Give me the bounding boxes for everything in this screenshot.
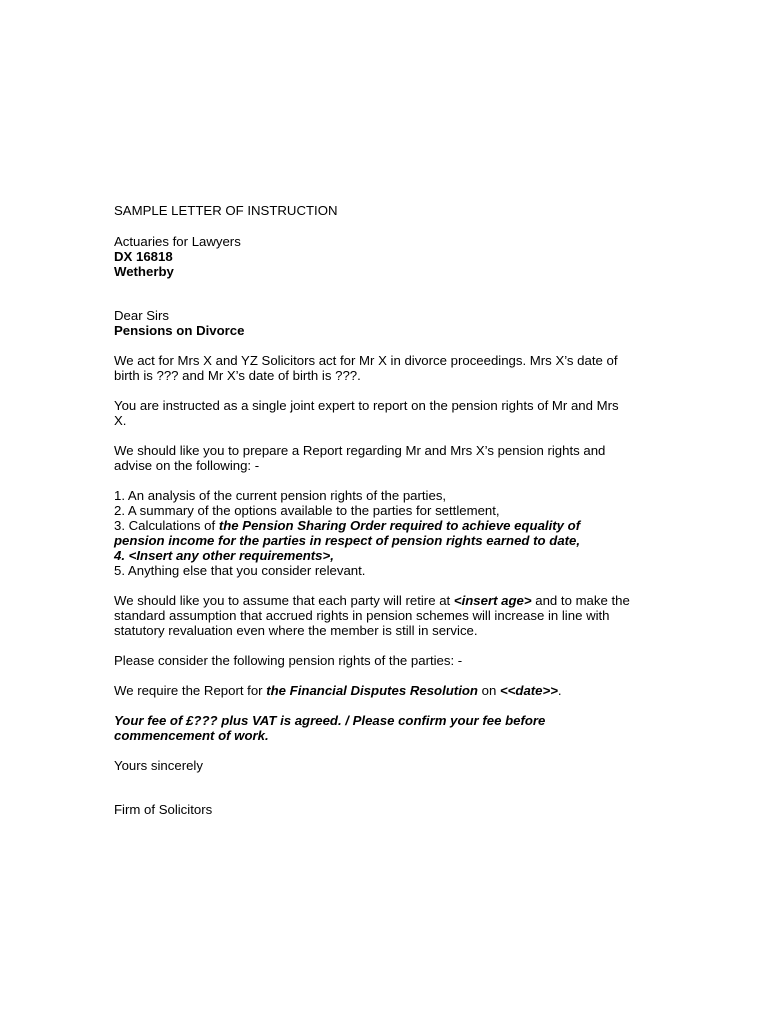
paragraph-4-line-3: statutory revaluation even where the member is still in service. xyxy=(114,623,478,638)
paragraph-3-line-1: We should like you to prepare a Report regarding Mr and Mrs X’s pension rights and xyxy=(114,443,606,458)
paragraph-3-line-2: advise on the following: - xyxy=(114,458,260,473)
paragraph-4-line-1 xyxy=(114,593,630,608)
list-item-1: 1. An analysis of the current pension rights of the parties, xyxy=(114,488,447,503)
letter-heading: SAMPLE LETTER OF INSTRUCTION xyxy=(114,203,338,218)
recipient-town: Wetherby xyxy=(114,264,174,279)
list-item-4: 4. <Insert any other requirements>, xyxy=(114,548,334,563)
paragraph-2-line-1: You are instructed as a single joint expert to report on the pension rights of Mr and Mrs xyxy=(114,398,619,413)
recipient-dx: DX 16818 xyxy=(114,249,173,264)
paragraph-4-line-2: standard assumption that accrued rights in pension schemes will increase in line with xyxy=(114,608,610,623)
date-placeholder: <<date>> xyxy=(499,683,558,698)
paragraph-1-line-1: We act for Mrs X and YZ Solicitors act for Mr X in divorce proceedings. Mrs X’s date of xyxy=(114,353,618,368)
signature: Firm of Solicitors xyxy=(114,802,213,817)
list-item-3-emphasis: the Pension Sharing Order required to achieve equality of xyxy=(218,518,581,533)
financial-disputes-resolution: the Financial Disputes Resolution xyxy=(266,683,478,698)
paragraph-4-prefix: We should like you to assume that each party will retire at xyxy=(114,593,454,608)
paragraph-1-line-2: birth is ??? and Mr X’s date of birth is ???. xyxy=(114,368,361,383)
list-item-2: 2. A summary of the options available to the parties for settlement, xyxy=(114,503,500,518)
closing: Yours sincerely xyxy=(114,758,203,773)
fee-line-1: Your fee of £??? plus VAT is agreed. / Please confirm your fee before xyxy=(114,713,546,728)
paragraph-6-prefix: We require the Report for xyxy=(114,683,267,698)
salutation: Dear Sirs xyxy=(114,308,169,323)
list-item-3-prefix: 3. Calculations of xyxy=(114,518,219,533)
paragraph-6-suffix: . xyxy=(557,683,562,698)
recipient-name: Actuaries for Lawyers xyxy=(114,234,241,249)
list-item-5: 5. Anything else that you consider relevant. xyxy=(114,563,366,578)
paragraph-6-middle: on xyxy=(477,683,500,698)
insert-age-placeholder: <insert age> xyxy=(453,593,532,608)
fee-line-2: commencement of work. xyxy=(114,728,269,743)
subject-line: Pensions on Divorce xyxy=(114,323,245,338)
paragraph-5: Please consider the following pension rights of the parties: - xyxy=(114,653,463,668)
paragraph-4-suffix: and to make the xyxy=(531,593,630,608)
list-item-3-continuation: pension income for the parties in respect of pension rights earned to date, xyxy=(114,533,581,548)
list-item-3 xyxy=(114,518,580,533)
paragraph-6 xyxy=(114,683,562,698)
paragraph-2-line-2: X. xyxy=(114,413,127,428)
